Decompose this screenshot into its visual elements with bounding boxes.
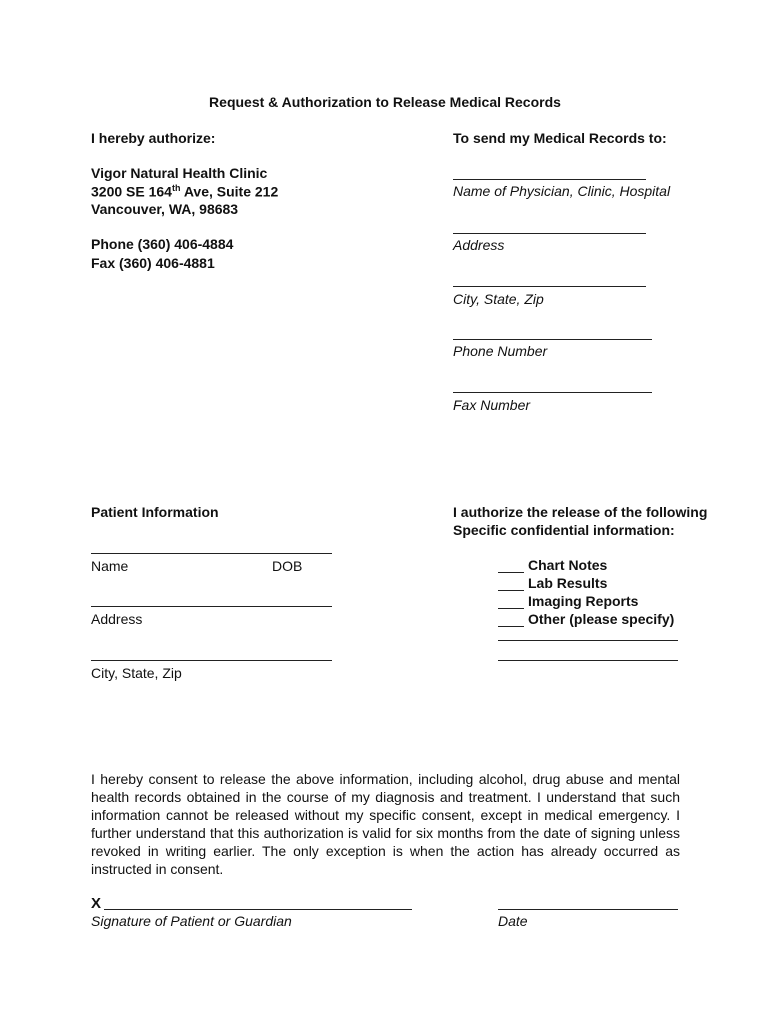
patient-city-label: City, State, Zip	[91, 665, 182, 681]
release-item-lab-results[interactable]	[498, 575, 607, 591]
signature-line[interactable]	[104, 909, 412, 910]
release-item-chart-notes[interactable]	[498, 557, 607, 573]
consent-paragraph: I hereby consent to release the above information, including alcohol, drug abuse and mental health records obtained in the course of my diagnosis and treatment. I understand that such information cannot be released without my specific consent, except in medical emergency. I further understand that this authorization is valid for six months from the date of signing unless revoked in writing earlier. The only exception is when the action has already occurred as instructed in consent.	[91, 771, 680, 877]
release-heading-line2: Specific confidential information:	[453, 522, 675, 538]
patient-name-line[interactable]	[91, 553, 332, 554]
authorize-heading: I hereby authorize:	[91, 130, 216, 146]
physician-name-label: Name of Physician, Clinic, Hospital	[453, 183, 671, 199]
clinic-fax: Fax (360) 406-4881	[91, 255, 215, 271]
clinic-address-suite: Ave, Suite 212	[180, 183, 279, 200]
date-label: Date	[498, 913, 528, 929]
patient-dob-label: DOB	[272, 558, 303, 574]
patient-info-heading: Patient Information	[91, 504, 219, 520]
date-line[interactable]	[498, 909, 678, 910]
release-item-label: Chart Notes	[528, 557, 608, 573]
clinic-phone: Phone (360) 406-4884	[91, 236, 234, 252]
patient-address-line[interactable]	[91, 606, 332, 607]
physician-fax-label: Fax Number	[453, 397, 531, 413]
physician-city-line[interactable]	[453, 286, 646, 287]
release-item-label: Lab Results	[528, 575, 608, 591]
physician-phone-label: Phone Number	[453, 343, 548, 359]
release-heading-line1: I authorize the release of the following	[453, 504, 708, 520]
patient-name-label: Name	[91, 558, 129, 574]
checkbox-blank[interactable]	[498, 594, 524, 609]
clinic-city: Vancouver, WA, 98683	[91, 201, 239, 217]
release-item-label: Imaging Reports	[528, 593, 639, 609]
physician-name-line[interactable]	[453, 179, 646, 180]
send-to-heading: To send my Medical Records to:	[453, 130, 667, 146]
other-specify-line-2[interactable]	[498, 660, 678, 661]
release-item-label: Other (please specify)	[528, 611, 675, 627]
patient-address-label: Address	[91, 611, 143, 627]
signature-x-mark: X	[91, 895, 102, 912]
physician-address-label: Address	[453, 237, 505, 253]
signature-label: Signature of Patient or Guardian	[91, 913, 292, 929]
clinic-address-street: 3200 SE 164	[91, 183, 172, 200]
physician-fax-line[interactable]	[453, 392, 652, 393]
physician-address-line[interactable]	[453, 233, 646, 234]
other-specify-line-1[interactable]	[498, 640, 678, 641]
document-title: Request & Authorization to Release Medical Records	[209, 94, 561, 110]
release-item-imaging-reports[interactable]	[498, 593, 638, 609]
checkbox-blank[interactable]	[498, 576, 524, 591]
physician-phone-line[interactable]	[453, 339, 652, 340]
checkbox-blank[interactable]	[498, 558, 524, 573]
checkbox-blank[interactable]	[498, 612, 524, 627]
clinic-address	[91, 183, 278, 200]
patient-city-line[interactable]	[91, 660, 332, 661]
physician-city-label: City, State, Zip	[453, 291, 544, 307]
clinic-name: Vigor Natural Health Clinic	[91, 165, 268, 181]
clinic-address-ordinal: th	[171, 183, 181, 193]
release-item-other[interactable]	[498, 611, 674, 627]
